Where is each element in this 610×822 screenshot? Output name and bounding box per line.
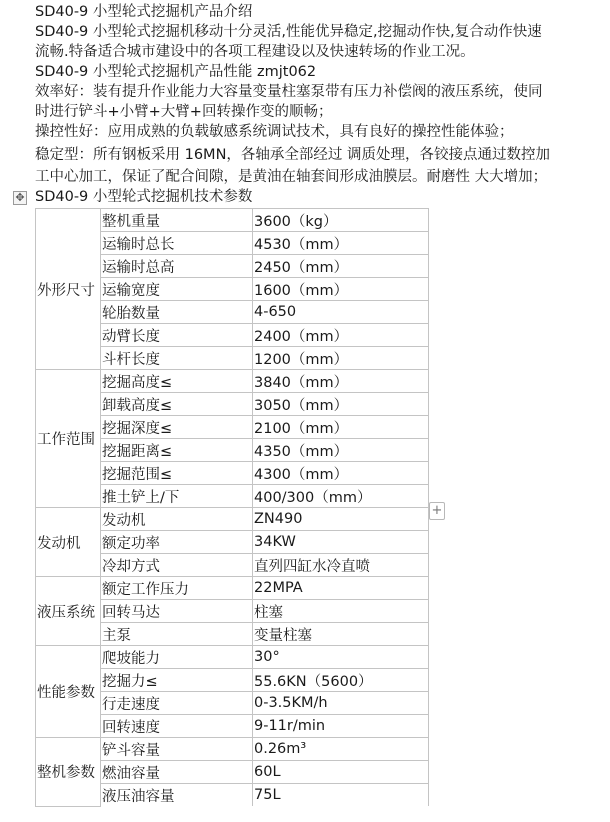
efficiency-line-2: 时进行铲斗+小臂+大臂+回转操作变的顺畅；: [35, 104, 333, 120]
table-row: [36, 646, 429, 669]
param-value-cell[interactable]: 直列四缸水冷直喷: [253, 554, 429, 577]
param-name-cell[interactable]: 推土铲上/下: [101, 485, 253, 508]
param-value-cell[interactable]: 1600（mm）: [253, 278, 429, 301]
param-value-cell[interactable]: 柱塞: [253, 600, 429, 623]
param-name-cell[interactable]: 斗杆长度: [101, 347, 253, 370]
param-name-cell[interactable]: 额定功率: [101, 531, 253, 554]
param-value-cell[interactable]: 34KW: [253, 531, 429, 554]
param-name-cell[interactable]: 整机重量: [101, 209, 253, 232]
param-value-cell[interactable]: 22MPA: [253, 577, 429, 600]
param-value-cell[interactable]: ZN490: [253, 508, 429, 531]
param-name-cell[interactable]: 主泵: [101, 623, 253, 646]
param-value-cell[interactable]: 55.6KN（5600）: [253, 669, 429, 692]
table-row: [36, 577, 429, 600]
param-value-cell[interactable]: 变量柱塞: [253, 623, 429, 646]
table-title: SD40-9 小型轮式挖掘机技术参数: [35, 189, 253, 205]
param-value-cell[interactable]: 30°: [253, 646, 429, 669]
param-value-cell[interactable]: 4-650: [253, 301, 429, 324]
intro-line-2: 流畅.特备适合城市建设中的各项工程建设以及快速转场的作业工况。: [35, 44, 475, 60]
stability-line-2: 工中心加工，保证了配合间隙，是黄油在轴套间形成油膜层。耐磨性 大大增加；: [35, 169, 548, 185]
param-value-cell[interactable]: 2450（mm）: [253, 255, 429, 278]
param-name-cell[interactable]: 挖掘高度≤: [101, 370, 253, 393]
param-value-cell[interactable]: 0.26m³: [253, 738, 429, 761]
param-value-cell[interactable]: 1200（mm）: [253, 347, 429, 370]
param-name-cell[interactable]: 运输时总高: [101, 255, 253, 278]
param-value-cell[interactable]: 4300（mm）: [253, 462, 429, 485]
param-name-cell[interactable]: 行走速度: [101, 692, 253, 715]
intro-line-1: SD40-9 小型轮式挖掘机移动十分灵活,性能优异稳定,挖掘动作快,复合动作快速: [35, 24, 542, 40]
param-value-cell[interactable]: 0-3.5KM/h: [253, 692, 429, 715]
param-name-cell[interactable]: 挖掘深度≤: [101, 416, 253, 439]
category-cell[interactable]: 发动机: [36, 508, 101, 577]
param-name-cell[interactable]: 动臂长度: [101, 324, 253, 347]
param-value-cell[interactable]: 3050（mm）: [253, 393, 429, 416]
param-value-cell[interactable]: 75L: [253, 784, 429, 807]
category-cell[interactable]: 液压系统: [36, 577, 101, 646]
param-name-cell[interactable]: 爬坡能力: [101, 646, 253, 669]
category-cell[interactable]: 性能参数: [36, 646, 101, 738]
stability-line-1: 稳定型：所有钢板采用 16MN，各轴承全部经过 调质处理，各铰接点通过数控加: [35, 147, 551, 163]
table-row: [36, 370, 429, 393]
param-name-cell[interactable]: 发动机: [101, 508, 253, 531]
spec-table: [35, 208, 429, 807]
param-value-cell[interactable]: 3840（mm）: [253, 370, 429, 393]
param-name-cell[interactable]: 运输宽度: [101, 278, 253, 301]
add-row-icon[interactable]: +: [429, 502, 445, 520]
control-line: 操控性好：应用成熟的负载敏感系统调试技术，具有良好的操控性能体验；: [35, 124, 514, 140]
category-cell[interactable]: 整机参数: [36, 738, 101, 807]
table-move-icon[interactable]: ✥: [13, 191, 27, 205]
param-value-cell[interactable]: 4530（mm）: [253, 232, 429, 255]
param-name-cell[interactable]: 轮胎数量: [101, 301, 253, 324]
param-name-cell[interactable]: 运输时总长: [101, 232, 253, 255]
param-name-cell[interactable]: 挖掘力≤: [101, 669, 253, 692]
category-cell[interactable]: 外形尺寸: [36, 209, 101, 370]
efficiency-line-1: 效率好：装有提升作业能力大容量变量柱塞泵带有压力补偿阀的液压系统，使同: [35, 84, 543, 100]
param-value-cell[interactable]: 4350（mm）: [253, 439, 429, 462]
param-name-cell[interactable]: 液压油容量: [101, 784, 253, 807]
param-name-cell[interactable]: 冷却方式: [101, 554, 253, 577]
param-name-cell[interactable]: 卸载高度≤: [101, 393, 253, 416]
param-name-cell[interactable]: 挖掘距离≤: [101, 439, 253, 462]
param-name-cell[interactable]: 额定工作压力: [101, 577, 253, 600]
param-name-cell[interactable]: 回转速度: [101, 715, 253, 738]
param-value-cell[interactable]: 3600（kg）: [253, 209, 429, 232]
param-name-cell[interactable]: 回转马达: [101, 600, 253, 623]
param-value-cell[interactable]: 2100（mm）: [253, 416, 429, 439]
table-row: [36, 209, 429, 232]
table-row: [36, 738, 429, 761]
param-value-cell[interactable]: 9-11r/min: [253, 715, 429, 738]
table-row: [36, 508, 429, 531]
param-value-cell[interactable]: 60L: [253, 761, 429, 784]
performance-heading: SD40-9 小型轮式挖掘机产品性能 zmjt062: [35, 64, 317, 80]
intro-heading: SD40-9 小型轮式挖掘机产品介绍: [35, 4, 253, 20]
param-name-cell[interactable]: 铲斗容量: [101, 738, 253, 761]
param-value-cell[interactable]: 2400（mm）: [253, 324, 429, 347]
param-name-cell[interactable]: 燃油容量: [101, 761, 253, 784]
param-value-cell[interactable]: 400/300（mm）: [253, 485, 429, 508]
param-name-cell[interactable]: 挖掘范围≤: [101, 462, 253, 485]
category-cell[interactable]: 工作范围: [36, 370, 101, 508]
